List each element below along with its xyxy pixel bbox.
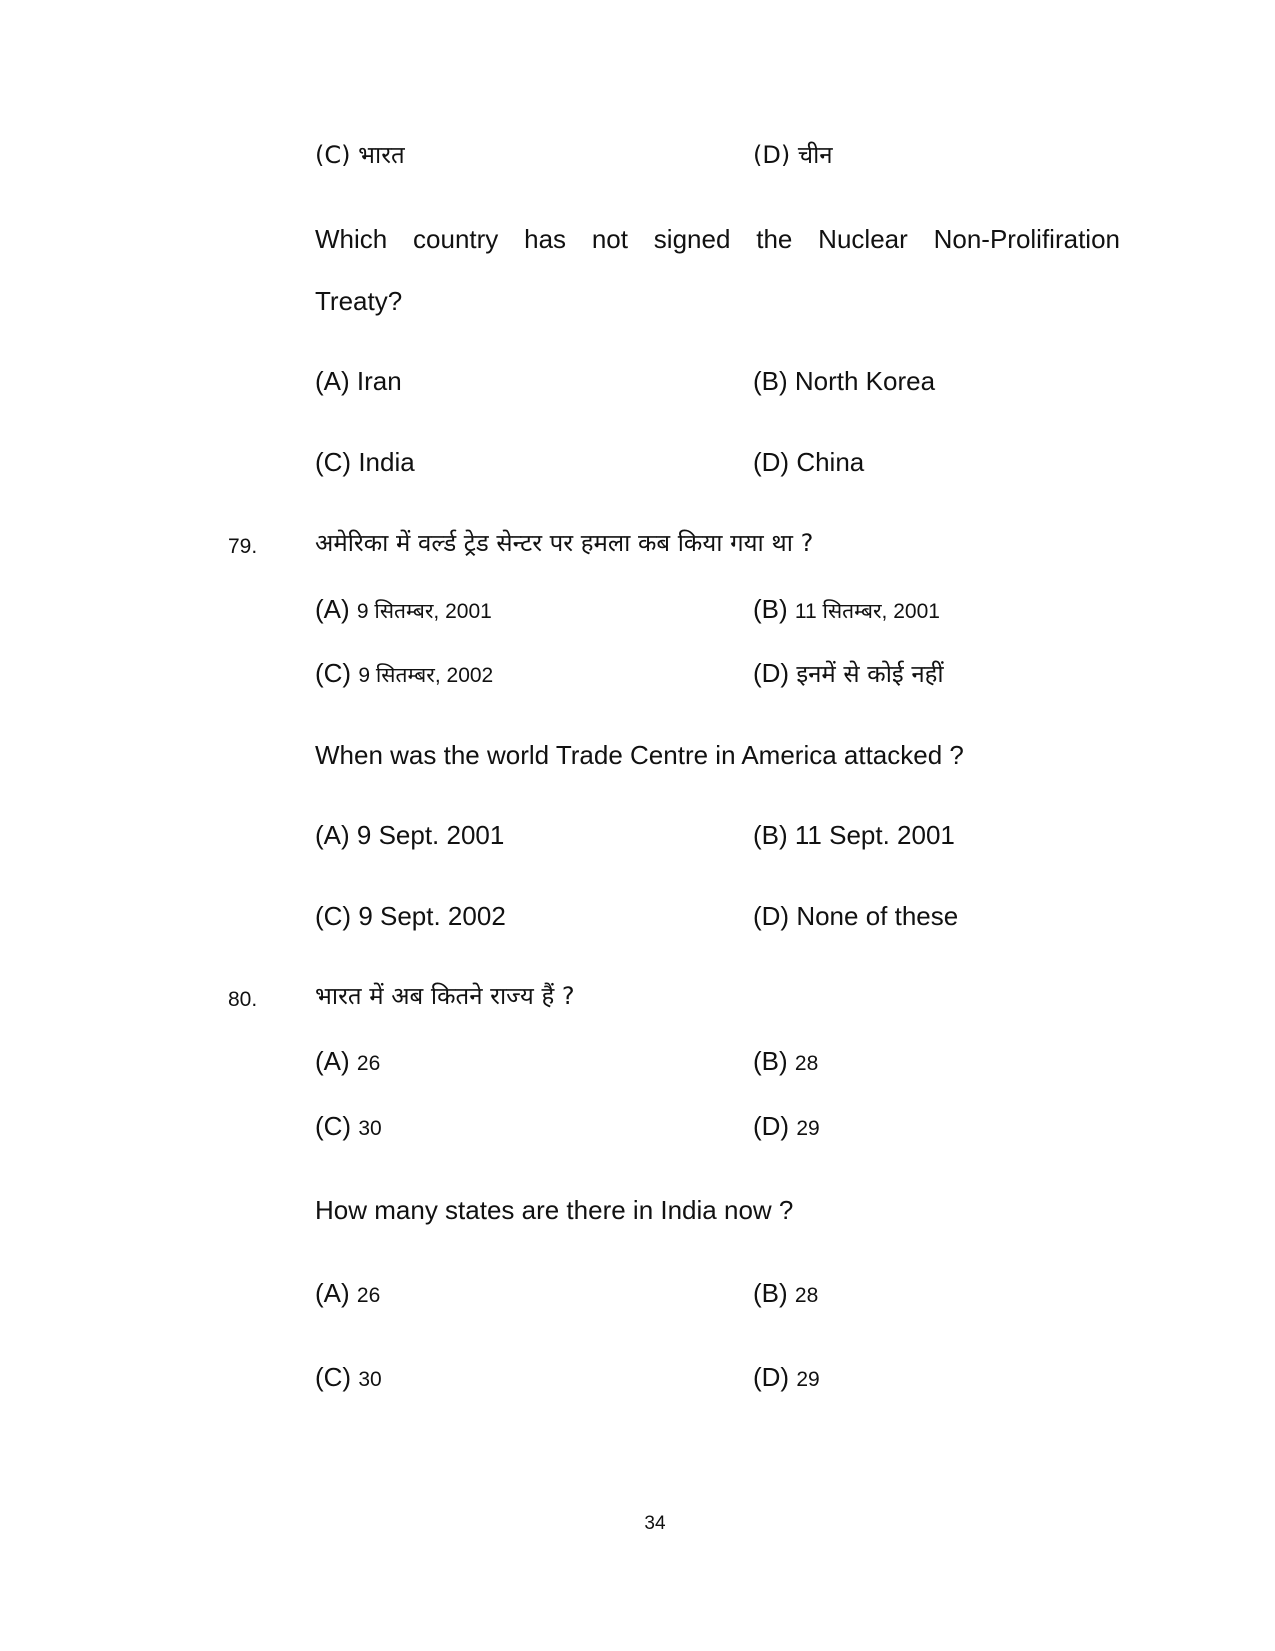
option-value: 26	[356, 1284, 381, 1307]
option-label: (D)	[753, 658, 790, 688]
option-value: इनमें से कोई नहीं	[796, 660, 944, 688]
prev-en-option-b: (B) North Korea	[753, 366, 936, 396]
q80-en-option-c	[315, 1362, 382, 1395]
q79-en-option-c: (C) 9 Sept. 2002	[315, 901, 506, 931]
option-label: (B)	[753, 1278, 788, 1308]
option-value: 29	[796, 1117, 820, 1140]
q80-en-option-a	[315, 1278, 380, 1311]
option-value: 9 सितम्बर, 2001	[356, 600, 492, 623]
q80-en-question: How many states are there in India now ?	[315, 1195, 794, 1225]
option-label: (B)	[753, 594, 788, 624]
q79-en-option-a: (A) 9 Sept. 2001	[315, 820, 505, 850]
q80-hi-option-c	[315, 1111, 382, 1144]
option-label: (B)	[753, 1046, 788, 1076]
question-number-79: 79.	[228, 535, 258, 558]
prev-en-option-d: (D) China	[753, 447, 865, 477]
q80-en-option-d	[753, 1362, 820, 1395]
q79-hi-option-a	[315, 594, 492, 627]
option-value: 28	[794, 1052, 819, 1075]
q80-hi-option-d	[753, 1111, 820, 1144]
prev-en-question-line1: Which country has not signed the Nuclear Non-Prolifiration	[315, 224, 1120, 254]
option-label: (D)	[753, 1362, 790, 1392]
question-number-80: 80.	[228, 988, 258, 1011]
page-number: 34	[644, 1513, 666, 1534]
q79-hi-option-b	[753, 594, 940, 627]
prev-hi-option-c: (C) भारत	[315, 141, 405, 169]
prev-en-option-c: (C) India	[315, 447, 415, 477]
q79-hi-question: अमेरिका में वर्ल्ड ट्रेड सेन्टर पर हमला कब किया गया था ?	[315, 529, 814, 557]
option-value: 9 सितम्बर, 2002	[358, 664, 494, 687]
option-label: (A)	[315, 594, 350, 624]
prev-en-question-line2: Treaty?	[315, 286, 403, 316]
option-label: (C)	[315, 658, 352, 688]
option-value: 11 सितम्बर, 2001	[794, 600, 940, 623]
q79-en-option-b: (B) 11 Sept. 2001	[753, 820, 955, 850]
option-value: 26	[356, 1052, 381, 1075]
q80-hi-option-a	[315, 1046, 380, 1079]
option-label: (A)	[315, 1046, 350, 1076]
option-value: 30	[358, 1117, 382, 1140]
q79-hi-option-d	[753, 658, 944, 689]
q79-en-option-d: (D) None of these	[753, 901, 959, 931]
prev-hi-option-d: (D) चीन	[753, 141, 833, 169]
option-label: (C)	[315, 1111, 352, 1141]
q80-en-option-b	[753, 1278, 818, 1311]
option-value: 28	[794, 1284, 819, 1307]
q80-hi-option-b	[753, 1046, 818, 1079]
prev-en-option-a: (A) Iran	[315, 366, 402, 396]
q80-hi-question: भारत में अब कितने राज्य हैं ?	[315, 982, 575, 1010]
option-label: (C)	[315, 1362, 352, 1392]
option-value: 30	[358, 1368, 382, 1391]
q79-hi-option-c	[315, 658, 493, 691]
option-value: 29	[796, 1368, 820, 1391]
option-label: (A)	[315, 1278, 350, 1308]
option-label: (D)	[753, 1111, 790, 1141]
q79-en-question: When was the world Trade Centre in America attacked ?	[315, 740, 964, 770]
